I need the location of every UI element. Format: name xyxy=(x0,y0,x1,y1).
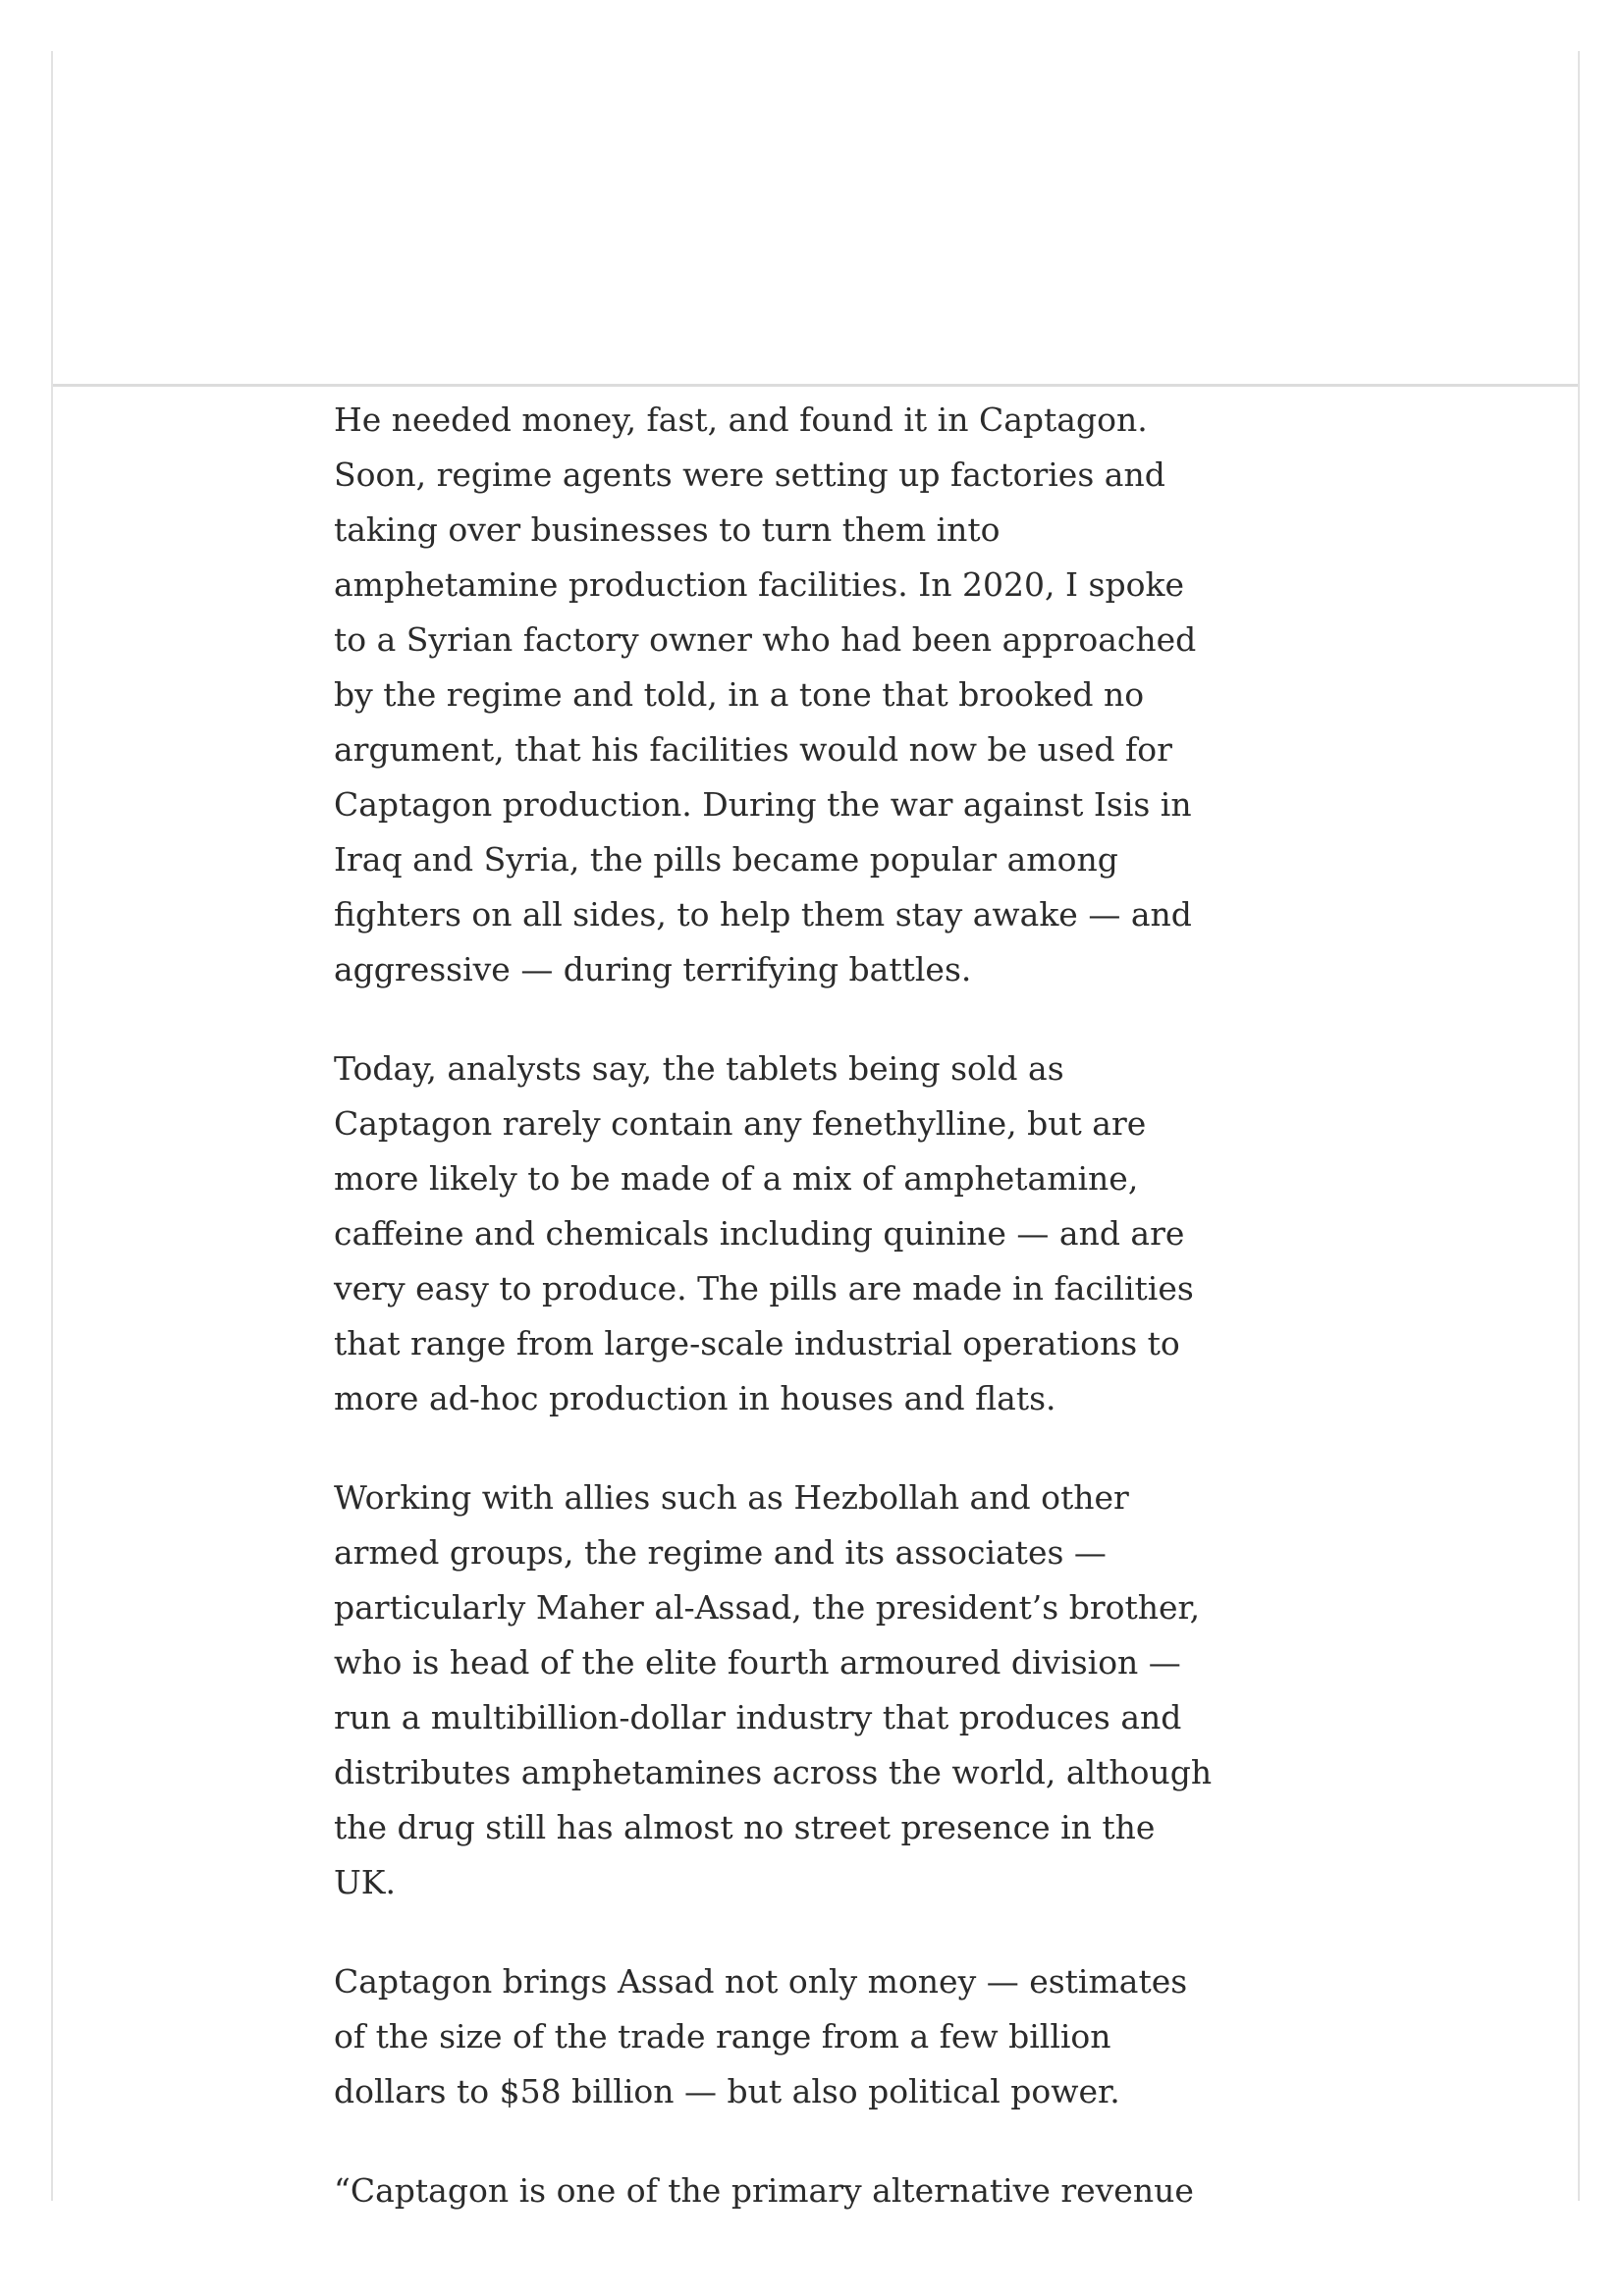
article-body xyxy=(334,393,1217,2218)
article-paragraph: “Captagon is one of the primary alternative revenue xyxy=(334,2171,1194,2210)
article-paragraph: He needed money, fast, and found it in Captagon. Soon, regime agents were setting up factories and taking over businesses to turn them into amphetamine production facilities. In 2020, I spoke to a Syrian factory owner who had been approached by the regime and told, in a tone that brooked no argument, that his facilities would now be used for Captagon production. During the war against Isis in Iraq and Syria, the pills became popular among fighters on all sides, to help them stay awake — and aggressive — during terrifying battles. xyxy=(334,400,1197,988)
article-paragraph: Captagon brings Assad not only money — estimates of the size of the trade range from a few billion dollars to $58 billion — but also political power. xyxy=(334,1962,1188,2110)
article-paragraph: Today, analysts say, the tablets being sold as Captagon rarely contain any fenethylline, but are more likely to be made of a mix of amphetamine, caffeine and chemicals including quinine — and are very easy to produce. The pills are made in facilities that range from large-scale industrial operations to more ad-hoc production in houses and flats. xyxy=(334,1049,1194,1417)
header-area xyxy=(53,51,1578,387)
article-paragraph: Working with allies such as Hezbollah and other armed groups, the regime and its associates — particularly Maher al-Assad, the president’s brother, who is head of the elite fourth armoured division — run a multibillion-dollar industry that produces and distributes amphetamines across the world, although the drug still has almost no street presence in the UK. xyxy=(334,1478,1213,1901)
